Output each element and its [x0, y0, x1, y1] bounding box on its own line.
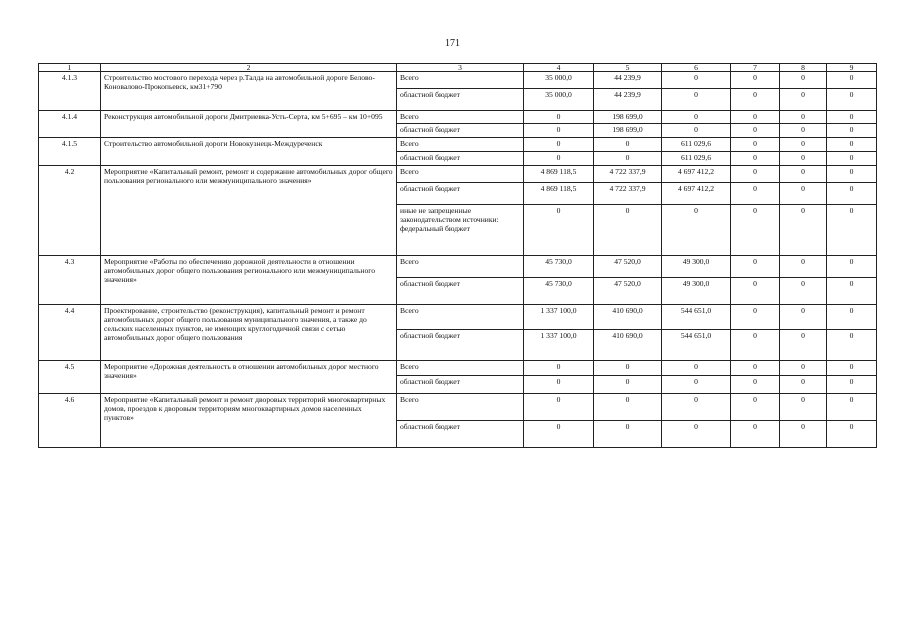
value-cell: 0 — [594, 361, 662, 376]
value-cell: 0 — [780, 330, 827, 361]
value-cell: 0 — [827, 138, 877, 152]
table-row — [39, 361, 877, 376]
funding-source: Всего — [397, 166, 524, 183]
value-cell: 0 — [827, 305, 877, 330]
value-cell: 1 337 100,0 — [524, 330, 594, 361]
value-cell: 0 — [827, 361, 877, 376]
value-cell: 0 — [827, 152, 877, 166]
value-cell: 0 — [827, 72, 877, 89]
value-cell: 0 — [594, 421, 662, 448]
value-cell: 0 — [731, 376, 780, 394]
value-cell: 49 300,0 — [662, 278, 731, 305]
item-name: Реконструкция автомобильной дороги Дмитриевка-Усть-Серта, км 5+695 – км 10+095 — [101, 111, 397, 138]
value-cell: 0 — [780, 421, 827, 448]
value-cell: 49 300,0 — [662, 256, 731, 278]
funding-source: Всего — [397, 361, 524, 376]
value-cell: 0 — [662, 89, 731, 111]
funding-source: Всего — [397, 305, 524, 330]
value-cell: 0 — [731, 330, 780, 361]
value-cell: 0 — [780, 72, 827, 89]
funding-source: областной бюджет — [397, 376, 524, 394]
value-cell: 198 699,0 — [594, 111, 662, 124]
item-number: 4.6 — [39, 394, 101, 448]
value-cell: 45 730,0 — [524, 256, 594, 278]
value-cell: 0 — [524, 152, 594, 166]
value-cell: 4 722 337,9 — [594, 166, 662, 183]
item-number: 4.4 — [39, 305, 101, 361]
value-cell: 0 — [662, 111, 731, 124]
value-cell: 0 — [662, 376, 731, 394]
value-cell: 0 — [594, 205, 662, 256]
value-cell: 0 — [594, 152, 662, 166]
header-cell: 2 — [101, 64, 397, 72]
item-number: 4.3 — [39, 256, 101, 305]
item-name: Строительство автомобильной дороги Новокузнецк-Междуреченск — [101, 138, 397, 166]
value-cell: 0 — [827, 394, 877, 421]
header-row — [39, 64, 877, 72]
value-cell: 0 — [780, 111, 827, 124]
item-number: 4.2 — [39, 166, 101, 256]
value-cell: 410 690,0 — [594, 305, 662, 330]
header-cell: 6 — [662, 64, 731, 72]
item-name: Проектирование, строительство (реконструкция), капитальный ремонт и ремонт автомобильных дорог общего пользования муниципального значения, а также до сельских населенных пунктов, не имеющих круглогодичной связи с сетью автомобильных дорог общего пользования — [101, 305, 397, 361]
item-number: 4.1.3 — [39, 72, 101, 111]
value-cell: 0 — [827, 89, 877, 111]
value-cell: 0 — [780, 361, 827, 376]
header-cell: 9 — [827, 64, 877, 72]
value-cell: 0 — [731, 305, 780, 330]
value-cell: 0 — [731, 138, 780, 152]
value-cell: 0 — [524, 138, 594, 152]
value-cell: 0 — [731, 256, 780, 278]
header-cell: 1 — [39, 64, 101, 72]
value-cell: 35 000,0 — [524, 89, 594, 111]
value-cell: 0 — [827, 205, 877, 256]
funding-source: областной бюджет — [397, 278, 524, 305]
value-cell: 0 — [524, 421, 594, 448]
value-cell: 0 — [524, 205, 594, 256]
item-name: Мероприятие «Дорожная деятельность в отношении автомобильных дорог местного значения» — [101, 361, 397, 394]
funding-source: Всего — [397, 138, 524, 152]
funding-source: областной бюджет — [397, 183, 524, 205]
value-cell: 0 — [827, 166, 877, 183]
table-row — [39, 166, 877, 183]
value-cell: 44 239,9 — [594, 89, 662, 111]
funding-source: областной бюджет — [397, 124, 524, 138]
value-cell: 198 699,0 — [594, 124, 662, 138]
value-cell: 0 — [524, 394, 594, 421]
funding-source: иные не запрещенные законодательством источники: федеральный бюджет — [397, 205, 524, 256]
value-cell: 4 697 412,2 — [662, 183, 731, 205]
table-row — [39, 72, 877, 89]
value-cell: 0 — [524, 124, 594, 138]
value-cell: 0 — [662, 421, 731, 448]
value-cell: 0 — [780, 89, 827, 111]
value-cell: 0 — [731, 124, 780, 138]
value-cell: 4 722 337,9 — [594, 183, 662, 205]
value-cell: 544 651,0 — [662, 305, 731, 330]
funding-source: областной бюджет — [397, 152, 524, 166]
item-number: 4.1.4 — [39, 111, 101, 138]
value-cell: 0 — [780, 256, 827, 278]
value-cell: 0 — [731, 394, 780, 421]
value-cell: 0 — [731, 166, 780, 183]
value-cell: 611 029,6 — [662, 138, 731, 152]
table-row — [39, 394, 877, 421]
funding-source: Всего — [397, 256, 524, 278]
table-row — [39, 305, 877, 330]
table-row — [39, 256, 877, 278]
header-cell: 7 — [731, 64, 780, 72]
value-cell: 4 869 118,5 — [524, 183, 594, 205]
item-number: 4.5 — [39, 361, 101, 394]
funding-source: Всего — [397, 72, 524, 89]
value-cell: 0 — [827, 376, 877, 394]
value-cell: 0 — [780, 278, 827, 305]
value-cell: 0 — [731, 205, 780, 256]
value-cell: 0 — [780, 305, 827, 330]
value-cell: 0 — [780, 376, 827, 394]
value-cell: 0 — [827, 330, 877, 361]
value-cell: 0 — [827, 111, 877, 124]
value-cell: 45 730,0 — [524, 278, 594, 305]
value-cell: 0 — [731, 89, 780, 111]
value-cell: 0 — [827, 183, 877, 205]
value-cell: 0 — [662, 72, 731, 89]
value-cell: 0 — [731, 111, 780, 124]
value-cell: 1 337 100,0 — [524, 305, 594, 330]
value-cell: 0 — [662, 124, 731, 138]
item-name: Мероприятие «Работы по обеспечению дорожной деятельности в отношении автомобильных дорог общего пользования регионального или межмуниципального значения» — [101, 256, 397, 305]
value-cell: 0 — [524, 361, 594, 376]
value-cell: 0 — [780, 124, 827, 138]
value-cell: 0 — [780, 138, 827, 152]
header-cell: 3 — [397, 64, 524, 72]
funding-source: Всего — [397, 394, 524, 421]
value-cell: 47 520,0 — [594, 256, 662, 278]
table-row — [39, 138, 877, 152]
funding-source: областной бюджет — [397, 330, 524, 361]
header-cell: 5 — [594, 64, 662, 72]
value-cell: 0 — [662, 394, 731, 421]
funding-source: областной бюджет — [397, 89, 524, 111]
value-cell: 0 — [780, 205, 827, 256]
item-name: Мероприятие «Капитальный ремонт и ремонт дворовых территорий многоквартирных домов, проездов к дворовым территориям многоквартирных домов населенных пунктов» — [101, 394, 397, 448]
value-cell: 0 — [780, 183, 827, 205]
value-cell: 0 — [731, 361, 780, 376]
value-cell: 0 — [731, 183, 780, 205]
page-number: 171 — [445, 38, 460, 49]
value-cell: 0 — [731, 421, 780, 448]
value-cell: 4 697 412,2 — [662, 166, 731, 183]
funding-source: Всего — [397, 111, 524, 124]
value-cell: 544 651,0 — [662, 330, 731, 361]
value-cell: 0 — [662, 361, 731, 376]
value-cell: 4 869 118,5 — [524, 166, 594, 183]
item-name: Строительство мостового перехода через р.Талда на автомобильной дороге Белово-Коновалово-Прокопьевск, км31+790 — [101, 72, 397, 111]
item-name: Мероприятие «Капитальный ремонт, ремонт и содержание автомобильных дорог общего пользования регионального или межмуниципального значения» — [101, 166, 397, 256]
value-cell: 0 — [662, 205, 731, 256]
value-cell: 0 — [731, 72, 780, 89]
value-cell: 0 — [827, 256, 877, 278]
table-row — [39, 111, 877, 124]
value-cell: 0 — [780, 166, 827, 183]
funding-source: областной бюджет — [397, 421, 524, 448]
value-cell: 47 520,0 — [594, 278, 662, 305]
value-cell: 35 000,0 — [524, 72, 594, 89]
value-cell: 410 690,0 — [594, 330, 662, 361]
budget-table — [38, 63, 877, 448]
value-cell: 0 — [827, 278, 877, 305]
item-number: 4.1.5 — [39, 138, 101, 166]
value-cell: 0 — [780, 152, 827, 166]
value-cell: 0 — [524, 376, 594, 394]
value-cell: 0 — [524, 111, 594, 124]
header-cell: 8 — [780, 64, 827, 72]
value-cell: 0 — [594, 394, 662, 421]
value-cell: 44 239,9 — [594, 72, 662, 89]
value-cell: 0 — [731, 152, 780, 166]
value-cell: 611 029,6 — [662, 152, 731, 166]
value-cell: 0 — [594, 376, 662, 394]
value-cell: 0 — [827, 421, 877, 448]
value-cell: 0 — [827, 124, 877, 138]
header-cell: 4 — [524, 64, 594, 72]
value-cell: 0 — [731, 278, 780, 305]
value-cell: 0 — [594, 138, 662, 152]
value-cell: 0 — [780, 394, 827, 421]
